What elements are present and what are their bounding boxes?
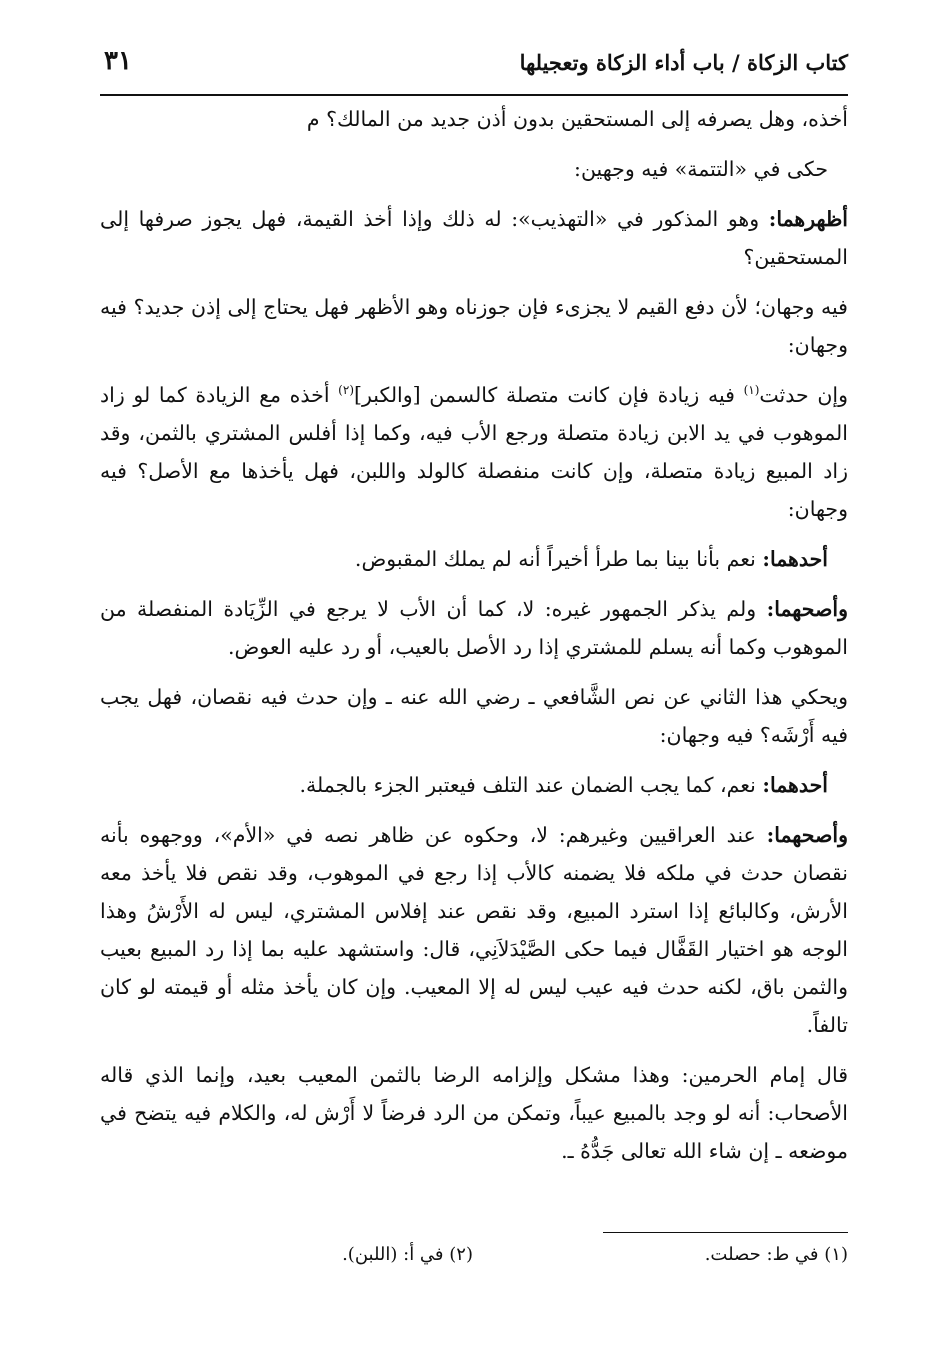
- paragraph-4: فيه وجهان؛ لأن دفع القيم لا يجزىء فإن جوزناه وهو الأظهر فهل يحتاج إلى إذن جديد؟ فيه وجهان:: [100, 295, 848, 357]
- paragraph-10: وأصحهما: عند العراقيين وغيرهم: لا، وحكوه عن ظاهر نصه في «الأم»، ووجهوه بأنه نقصان حدث في ملكه فلا يضمنه كالأب إذا رجع في الموهوب، وقد نقص فلا يأخذ معه الأرش، وكالبائع إذا استرد المبيع، وقد نقص عند إفلاس المشتري، ليس له الأَرْشُ وهذا الوجه هو اختيار القَفَّال فيما حكى الصَّيْدَلاَنِي، قال: واستشهد عليه بما إذا رد المبيع بعيب والثمن باق، لكنه حدث فيه عيب ليس له إلا المعيب. وإن كان يأخذ مثله أو قيمته لو كان تالفاً.: [100, 823, 848, 1037]
- paragraph-2: حكى في «التتمة» فيه وجهين:: [574, 157, 828, 181]
- running-title: كتاب الزكاة / باب أداء الزكاة وتعجيلها: [519, 50, 848, 75]
- page-header: [100, 40, 848, 90]
- paragraph-7: وأصحهما: ولم يذكر الجمهور غيره: لا، كما أن الأب لا يرجع في الزِّيَادة المنفصلة من الموهوب وكما أنه يسلم للمشتري إذا رد الأصل بالعيب، أو رد عليه العوض.: [100, 597, 848, 659]
- paragraph-9: أحدهما: نعم، كما يجب الضمان عند التلف فيعتبر الجزء بالجملة.: [299, 773, 828, 797]
- main-text: [100, 100, 848, 1182]
- paragraph-11: قال إمام الحرمين: وهذا مشكل وإلزامه الرضا بالثمن المعيب بعيد، وإنما الذي قاله الأصحاب: أنه لو وجد بالمبيع عيباً، وتمكن من الرد فرضاً لا أَرْش له، والكلام فيه يتضح في موضعه ـ إن شاء الله تعالى جَدُّهُ ـ.: [100, 1063, 848, 1163]
- paragraph-1: أخذه، وهل يصرفه إلى المستحقين بدون أذن جديد من المالك؟ م: [306, 107, 848, 131]
- paragraph-5: وإن حدثت$^{(١)}$ فيه زيادة فإن كانت متصلة كالسمن [والكبر]$^{(٢)}$ أخذه مع الزيادة كما لو زاد الموهوب في يد الابن زيادة متصلة ورجع الأب فيه، وكما إذا أفلس المشتري بالثمن، وقد زاد المبيع زيادة متصلة، وإن كانت منفصلة كالولد واللبن، فهل يأخذها مع الأصل؟ فيه وجهان:: [100, 383, 848, 521]
- paragraph-3: أظهرهما: وهو المذكور في «التهذيب»: له ذلك وإذا أخذ القيمة، فهل يجوز صرفها إلى المستحقين؟: [100, 207, 848, 269]
- term-label: وأصحهما:: [766, 597, 848, 621]
- footnote-1: (١) في ط: حصلت.: [704, 1244, 848, 1265]
- header-rule: [100, 94, 848, 96]
- term-label: وأصحهما:: [766, 823, 848, 847]
- term-label: أحدهما:: [762, 547, 828, 571]
- footnote-rule: [603, 1232, 848, 1233]
- paragraph-6: أحدهما: نعم بأنا بينا بما طرأ أخيراً أنه لم يملك المقبوض.: [354, 547, 828, 571]
- footnotes: [100, 1244, 848, 1274]
- footnote-2: (٢) في أ: (اللبن).: [342, 1244, 473, 1265]
- term-label: أحدهما:: [762, 773, 828, 797]
- footnote-ref-2[interactable]: (٢): [338, 383, 354, 398]
- term-label: أظهرهما:: [768, 207, 848, 231]
- paragraph-8: ويحكي هذا الثاني عن نص الشَّافعي ـ رضي الله عنه ـ وإن حدث فيه نقصان، فهل يجب فيه أَرْشَه؟ فيه وجهان:: [100, 685, 848, 747]
- footnote-ref-1[interactable]: (١): [743, 383, 760, 398]
- page-number: ٣١: [104, 46, 132, 76]
